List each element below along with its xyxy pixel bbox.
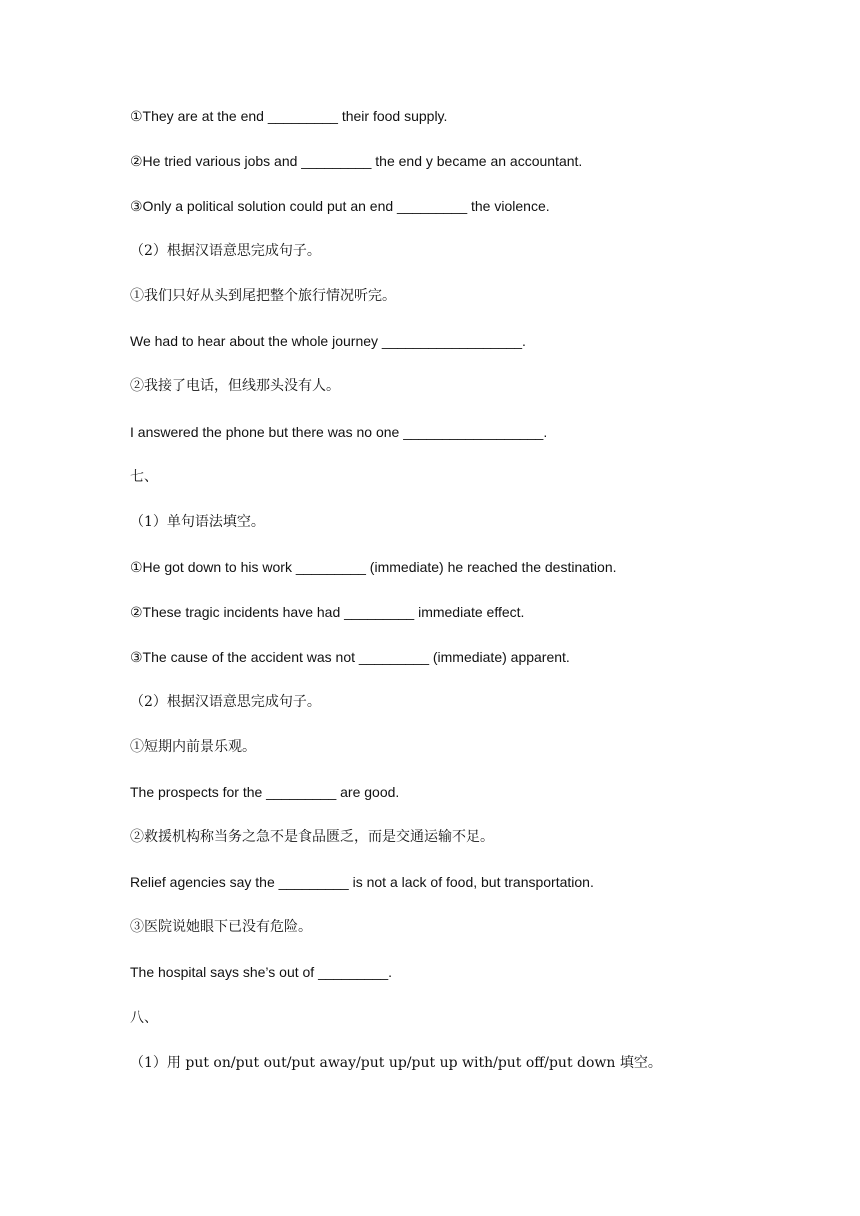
item-1-sentence: ①They are at the end _________ their food supply.: [130, 108, 448, 124]
english-sentence-3: The hospital says she’s out of _________.: [130, 964, 393, 980]
section-instruction: （1）用 put on/put out/put away/put up/put up with/put off/put down 填空。: [130, 1055, 662, 1071]
chinese-prompt-2: ②救援机构称当务之急不是食品匮乏，而是交通运输不足。: [130, 829, 494, 845]
section-number-7: 七、: [130, 469, 158, 485]
section-instruction: （2）根据汉语意思完成句子。: [130, 243, 321, 259]
section-instruction: （1）单句语法填空。: [130, 514, 265, 530]
english-sentence-2: I answered the phone but there was no one __________________.: [130, 424, 548, 440]
english-sentence-1: We had to hear about the whole journey __________________.: [130, 333, 526, 349]
item-3-sentence: ③The cause of the accident was not _________ (immediate) apparent.: [130, 649, 570, 665]
chinese-prompt-1: ①短期内前景乐观。: [130, 739, 256, 755]
item-1-sentence: ①He got down to his work _________ (immediate) he reached the destination.: [130, 559, 617, 575]
item-2-sentence: ②He tried various jobs and _________ the end y became an accountant.: [130, 153, 583, 169]
section-number-8: 八、: [130, 1010, 158, 1026]
section-instruction: （2）根据汉语意思完成句子。: [130, 694, 321, 710]
chinese-prompt-2: ②我接了电话，但线那头没有人。: [130, 378, 340, 394]
english-sentence-1: The prospects for the _________ are good.: [130, 784, 400, 800]
item-2-sentence: ②These tragic incidents have had _________ immediate effect.: [130, 604, 525, 620]
chinese-prompt-1: ①我们只好从头到尾把整个旅行情况听完。: [130, 288, 396, 304]
english-sentence-2: Relief agencies say the _________ is not a lack of food, but transportation.: [130, 874, 594, 890]
chinese-prompt-3: ③医院说她眼下已没有危险。: [130, 919, 312, 935]
item-3-sentence: ③Only a political solution could put an end _________ the violence.: [130, 198, 550, 214]
